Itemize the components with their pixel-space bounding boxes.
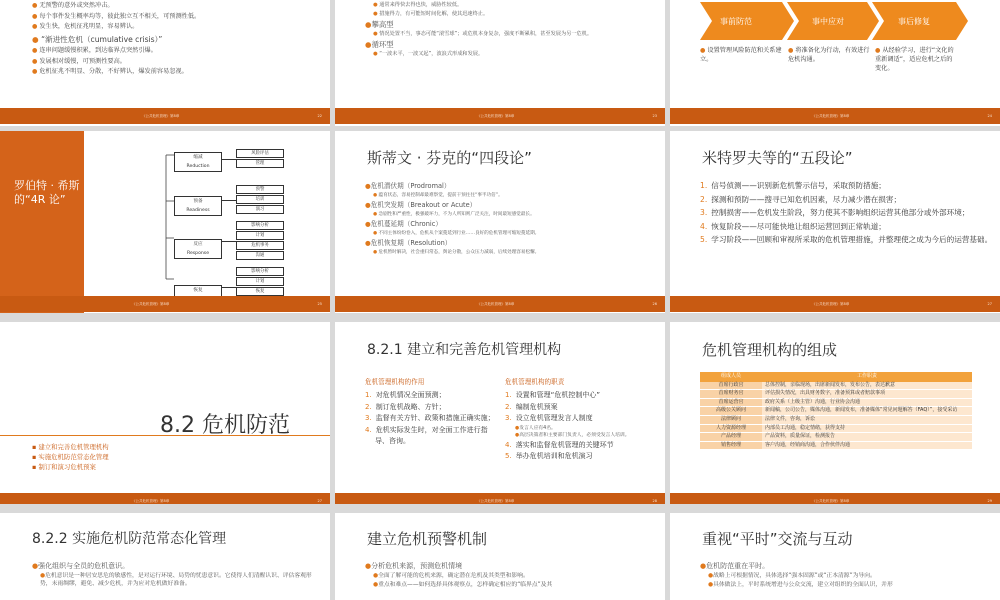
duty-cell: 产品资料，质量保证，检测报告: [762, 433, 972, 442]
4r-item-box: 演习: [236, 205, 284, 214]
slide-body: ●强化组织与全员的危机意识。 ●危机意识是一种居安思危的敏感性，是对运行环境、局势的忧患意识。它使得人们清醒认识、评估客观形势，未雨绸缪，避免、减少危机，并为应对危机做好准备。: [32, 562, 312, 588]
page-number: 27: [987, 302, 992, 306]
role-cell: 首席财务官: [700, 390, 762, 399]
point-text: 全面了解可能的危机来源，确定潜在危机及其类型和影响。: [378, 573, 529, 579]
role-cell: 产品经理: [700, 433, 762, 442]
stage-title: 危机潜伏期（Prodromal）: [370, 182, 451, 190]
4r-phase-box: 缩减 Reduction: [174, 152, 222, 172]
4r-item-box: 风险评估: [236, 149, 284, 158]
slide-title: 罗伯特 · 希斯的“4R 论”: [14, 179, 80, 206]
stage-desc: 蕴育状态，容易控制却最难察觉，提前干预往往“事半功倍”。: [378, 193, 503, 198]
line: “一波未平，一波又起”，波浪式形成和发展。: [379, 51, 484, 57]
point-heading: 强化组织与全员的危机意识。: [38, 562, 130, 570]
stage-list: 1. 信号侦测——识别新危机警示信号，采取预防措施； 2. 探测和预防——搜寻已知危机因素，尽力减少潜在损害； 3. 控制损害——危机发生阶段，努力使其不影响组织运营其他部分或外部环境； 4. 恢复阶段——尽可能快地让组织运营回到正常轨道； 5. 学习阶段——回顾和审视所采取的危机管理措施，并整理使之成为今后的运营基础。: [700, 181, 993, 244]
table-body: [700, 382, 972, 450]
footer-text: 《公共危机管理》第8章: [477, 114, 515, 118]
4r-item-box: 危机事务: [236, 241, 284, 250]
footer-bar: [0, 493, 330, 504]
slide-crisis-patterns[interactable]: [335, 0, 665, 126]
table-row: [700, 390, 972, 399]
footer-bar: [670, 296, 1000, 312]
line: 危机征兆不明显、分散，不好辨认，爆发前容易忽视。: [39, 68, 188, 75]
slide-title: 8.2.2 实施危机防范常态化管理: [32, 531, 227, 547]
point-text: 具体做法上，平时系统增进与公众交流，建立对组织的全面认识，并形: [713, 582, 893, 588]
title-panel: [0, 131, 84, 313]
4r-item-box: 管理: [236, 159, 284, 168]
slide-mitroff[interactable]: [670, 131, 1000, 313]
connector: [222, 200, 236, 201]
table-row: [700, 398, 972, 407]
role-item: 危机实际发生时，对全面工作进行指导、咨询。: [375, 425, 488, 446]
stage-desc: 急剧性和严重性，极强破坏力，不为人所知则广泛关注，时间最短感觉最长。: [378, 212, 535, 217]
duty-cell: 新闻稿，公司公告，媒体沟通，新闻发布，准备媒体“常见问题解答（FAQ）”，接受采访: [762, 407, 972, 416]
line: 每个事件发生概率均等，彼此独立互不相关，可预测性低。: [39, 12, 201, 20]
role-item: 制订危机战略、方针；: [375, 402, 446, 411]
role-item: 对危机情况全面预测；: [375, 391, 446, 399]
duty-list: 1. 设置和管理“危机控制中心” 2. 编制危机预案 3. 设立危机管理发言人制度 ●发言人应有4名。 ●高层决策者和主要部门负责人，必须受发言人培训。 4. 落实和监督危机管理的关键环节 5. 举办危机培训和危机演习: [505, 391, 630, 461]
duty-cell: 总体控制，亲临现场，出席新闻发布，发布公告，表达歉意: [762, 382, 972, 390]
phase-label: 事前防范: [720, 17, 752, 26]
4r-item-box: 培训: [236, 195, 284, 204]
duty-item: 落实和监督危机管理的关键环节: [515, 440, 614, 449]
footer-text: 《公共危机管理》第8章: [812, 114, 850, 118]
duty-cell: 内部员工沟通，稳定情绪，获得支持: [762, 424, 972, 433]
stage-item: 探测和预防——搜寻已知危机因素，尽力减少潜在损害；: [711, 194, 902, 204]
role-item: 监督有关方针、政策和措施正确实施；: [375, 414, 495, 423]
duty-cell: 法律文件，咨询，诉讼: [762, 415, 972, 424]
table-row: [700, 433, 972, 442]
line: 连串问题缓慢积累，到达临界点突然引爆。: [39, 47, 157, 54]
slide-title: 8.2.1 建立和完善危机管理机构: [367, 342, 562, 358]
line: 发展相对缓慢，可预测性要高。: [39, 57, 126, 65]
table-row: [700, 424, 972, 433]
table-row: [700, 441, 972, 450]
page-number: 24: [987, 114, 992, 118]
stage-item: 信号侦测——识别新危机警示信号，采取预防措施；: [711, 181, 886, 190]
table-row: [700, 415, 972, 424]
slide-title: 米特罗夫等的“五段论”: [702, 149, 853, 167]
stage-item: 学习阶段——回顾和审视所采取的危机管理措施，并整理使之成为今后的运营基础。: [711, 235, 993, 244]
table-header: 工作职责: [762, 372, 972, 382]
slide-early-warning[interactable]: [335, 513, 665, 600]
footer-bar: [670, 108, 1000, 124]
slide-crisis-types[interactable]: [0, 0, 330, 126]
col-heading: 危机管理机构的作用: [365, 378, 425, 386]
phase-label: 事后修复: [898, 17, 930, 26]
page-number: 29: [987, 499, 992, 503]
footer-bar: [0, 108, 330, 124]
slide-body: ● 无预警的意外或突然冲击。 ● 每个事件发生概率均等，彼此独立互不相关，可预测性低。 ● 发生快，危机征兆明显，容易辨认。 ● “渐进性危机（cumulative crisis）” ● 连串问题缓慢积累，到达临界点突然引爆。 ● 发展相对缓慢，可预测性要高。 ● 危机征兆不明显、分散，不好辨认，爆发前容易忽视。: [32, 2, 201, 75]
phase-desc: ● 从经验学习，进行“文化的重新调适”，适应危机之后的变化。: [875, 47, 954, 72]
duty-item: 举办危机培训和危机演习: [515, 452, 593, 461]
4r-phase-box: 预备 Readiness: [174, 196, 222, 216]
point-heading: 危机防范重在平时。: [706, 562, 770, 570]
page-number: 22: [317, 114, 322, 118]
footer-text: 《公共危机管理》第8章: [812, 302, 850, 306]
heading: 循环型: [371, 40, 394, 49]
slide-title: 建立危机预警机制: [367, 530, 488, 548]
bullet: 实施危机防范常态化管理: [38, 453, 109, 461]
point-text: 战略上可根据情况，具体选择“强本固源”或“正本清源”为导向。: [713, 573, 876, 579]
stage-item: 恢复阶段——尽可能快地让组织运营回到正常轨道；: [711, 221, 886, 231]
subheading: “渐进性危机（cumulative crisis）”: [41, 34, 163, 44]
footer-bar: [335, 296, 665, 312]
role-cell: 法律顾问: [700, 415, 762, 424]
phase-desc: ● 设置管理风险防范和关系建立。: [700, 47, 782, 63]
connector: [222, 159, 236, 160]
composition-table: [700, 372, 972, 450]
slide-body: ● 通常来得快去得也快，威胁性较低。 ● 措施得力，有可能短时间化解，使其迅速终止。 ●攀高型 ● 情况处置不当，事态可能“滚雪球”；或危机本身复杂，强度不断累积，甚至发展为另一危机。 ●循环型 ● “一波未平，一波又起”，波浪式形成和发展。: [365, 2, 593, 57]
heading: 攀高型: [371, 20, 394, 29]
role-list: 1. 对危机情况全面预测； 2. 制订危机战略、方针； 3. 监督有关方针、政策和措施正确实施； 4. 危机实际发生时，对全面工作进行指导、咨询。: [365, 391, 495, 446]
slide-8-2-1[interactable]: [335, 322, 665, 504]
line: 发生快，危机征兆明显，容易辨认。: [39, 23, 139, 30]
footer-text: 《公共危机管理》第8章: [132, 499, 170, 503]
role-cell: 销售经理: [700, 441, 762, 450]
slide-org-composition[interactable]: [670, 322, 1000, 504]
duty-item: 设置和管理“危机控制中心”: [515, 391, 600, 399]
footer-bar: [670, 493, 1000, 504]
section-bullets: ▪ 建立和完善危机管理机构 ▪ 实施危机防范常态化管理 ▪ 制订和演习危机预案: [32, 443, 109, 471]
line: 情况处置不当，事态可能“滚雪球”；或危机本身复杂，强度不断累积，甚至发展为另一危机。: [379, 31, 593, 37]
point-text: 危机意识是一种居安思危的敏感性，是对运行环境、局势的忧患意识。它使得人们清醒认识、评估客观形势，未雨绸缪，避免、减少危机，并为应对危机做好准备。: [40, 573, 312, 588]
slide-body: ●危机防范重在平时。 ●战略上可根据情况，具体选择“强本固源”或“正本清源”为导向。 ●具体做法上，平时系统增进与公众交流，建立对组织的全面认识，并形: [700, 562, 893, 588]
slide-communication[interactable]: [670, 513, 1000, 600]
page-number: 28: [652, 499, 657, 503]
slide-title: 斯蒂文 · 芬克的“四段论”: [367, 149, 532, 167]
divider: [0, 435, 330, 436]
duty-cell: 客户沟通，经销商沟通，合作伙伴沟通: [762, 441, 972, 450]
4r-item-box: 恢复: [236, 287, 284, 296]
page-number: 23: [652, 114, 657, 118]
stage-desc: 危机暂时解决，社会重归常态，舆论分散，公众压力减弱，后续处理容易松懈。: [378, 250, 540, 255]
stage-item: 控制损害——危机发生阶段，努力使其不影响组织运营其他部分或外部环境；: [711, 208, 970, 217]
page-number: 25: [317, 302, 322, 306]
4r-phase-box: 恢复: [174, 285, 222, 305]
section-title: 8.2 危机防范: [160, 413, 290, 438]
duty-cell: 评估损失情况，出具财务数字，准备预算或者赔款事项: [762, 390, 972, 399]
slide-title: 危机管理机构的组成: [702, 341, 838, 359]
slide-body: ●危机潜伏期（Prodromal） ● 蕴育状态，容易控制却最难察觉，提前干预往往“事半功倍”。 ●危机突发期（Breakout or Acute） ● 急剧性和严重性，极强破坏力，不为人所知则广泛关注，时间最短感觉最长。 ●危机蔓延期（Chronic） ● 不同主体纷纷卷入，危机从个案蔓延到行业……良好的危机管理可缩短蔓延期。 ●危机恢复期（Resolution） ● 危机暂时解决，社会重归常态，舆论分散，公众压力减弱，后续处理容易松懈。: [365, 182, 540, 255]
phase-desc: ● 将准备化为行动，有效进行危机沟通。: [788, 47, 870, 63]
duty-item: 编制危机预案: [515, 402, 558, 411]
phase-label: 事中应对: [812, 17, 844, 26]
footer-text: 《公共危机管理》第8章: [812, 499, 850, 503]
duty-item: 设立危机管理发言人制度: [515, 414, 593, 423]
footer-text: 《公共危机管理》第8章: [142, 114, 180, 118]
point-text: 重点和难点——如何选择具体观察点，怎样确定相应的“临界点”及其: [378, 582, 553, 588]
slide-8-2-2[interactable]: [0, 513, 330, 600]
footer-text: 《公共危机管理》第8章: [477, 499, 515, 503]
footer-text: 《公共危机管理》第8章: [477, 302, 515, 306]
4r-item-box: 影响分析: [236, 267, 284, 276]
page-number: 27: [317, 499, 322, 503]
bullet: 建立和完善危机管理机构: [38, 443, 109, 451]
slide-fink[interactable]: [335, 131, 665, 313]
connector: [222, 287, 236, 288]
footer-bar: [0, 296, 330, 312]
stage-title: 危机突发期（Breakout or Acute）: [370, 201, 477, 209]
col-heading: 危机管理机构的职责: [505, 378, 565, 386]
role-cell: 高级公关顾问: [700, 407, 762, 416]
slide-body: ●分析危机来源，预测危机情境 ●全面了解可能的危机来源，确定潜在危机及其类型和影响。 ●重点和难点——如何选择具体观察点，怎样确定相应的“临界点”及其: [365, 562, 553, 588]
stage-title: 危机蔓延期（Chronic）: [370, 220, 442, 228]
footer-bar: [335, 108, 665, 124]
connector: [222, 241, 236, 242]
role-cell: 人力资源经理: [700, 424, 762, 433]
bullet: 制订和演习危机预案: [38, 463, 96, 471]
stage-title: 危机恢复期（Resolution）: [370, 239, 452, 247]
duty-cell: 政府关系（上级主管）沟通，行业协会沟通: [762, 398, 972, 407]
slide-4r[interactable]: [0, 131, 330, 313]
footer-text: 《公共危机管理》第8章: [132, 302, 170, 306]
role-cell: 首席行政官: [700, 382, 762, 390]
4r-item-box: 预警: [236, 185, 284, 194]
role-cell: 首席运营官: [700, 398, 762, 407]
4r-item-box: 计划: [236, 231, 284, 240]
line: 无预警的意外或突然冲击。: [39, 2, 114, 9]
4r-item-box: 沟通: [236, 251, 284, 260]
point-heading: 分析危机来源，预测危机情境: [371, 562, 463, 570]
stage-desc: 不同主体纷纷卷入，危机从个案蔓延到行业……良好的危机管理可缩短蔓延期。: [378, 231, 540, 236]
line: 通常来得快去得也快，威胁性较低。: [379, 2, 463, 8]
4r-item-box: 计划: [236, 277, 284, 286]
slide-phases[interactable]: [670, 0, 1000, 126]
footer-bar: [335, 493, 665, 504]
table-header: 组成人员: [700, 372, 762, 382]
table-row: [700, 382, 972, 390]
duty-sub: 发言人应有4名。: [519, 425, 556, 431]
page-number: 26: [652, 302, 657, 306]
4r-item-box: 影响分析: [236, 221, 284, 230]
line: 措施得力，有可能短时间化解，使其迅速终止。: [379, 11, 489, 17]
4r-phase-box: 反应 Response: [174, 239, 222, 259]
duty-sub: 高层决策者和主要部门负责人，必须受发言人培训。: [519, 433, 630, 439]
table-row: [700, 407, 972, 416]
slide-section-8-2[interactable]: [0, 322, 330, 504]
slide-title: 重视“平时”交流与互动: [702, 530, 853, 548]
